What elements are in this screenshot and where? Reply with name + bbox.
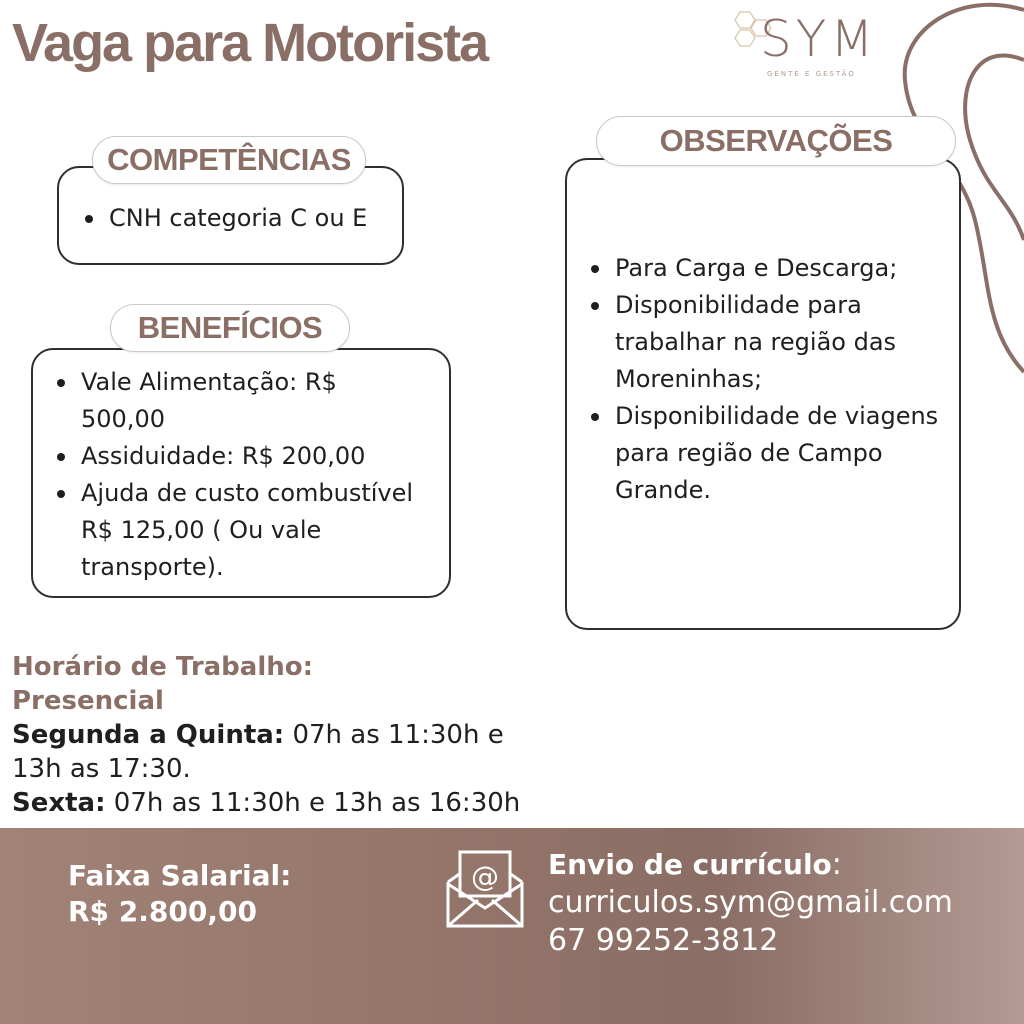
- salary-block: [68, 858, 291, 930]
- svg-text:@: @: [471, 860, 499, 893]
- schedule-row-weekdays: [12, 718, 532, 786]
- salary-label: Faixa Salarial:: [68, 859, 292, 892]
- schedule-row-friday: [12, 786, 532, 820]
- list-item: Assiduidade: R$ 200,00: [55, 438, 445, 475]
- logo-name: SYM: [760, 10, 878, 68]
- list-item: Disponibilidade de viagens para região de Campo Grande.: [589, 398, 945, 509]
- contact-email[interactable]: curriculos.sym@gmail.com: [548, 885, 953, 920]
- work-schedule: [12, 650, 532, 820]
- observacoes-heading: OBSERVAÇÕES: [596, 116, 956, 166]
- contact-heading: Envio de currículo: [548, 848, 832, 881]
- sym-logo: [722, 8, 882, 86]
- schedule-heading: Horário de Trabalho:: [12, 652, 314, 682]
- salary-value: R$ 2.800,00: [68, 895, 257, 928]
- competencias-list: [83, 200, 403, 237]
- beneficios-list: [55, 364, 445, 586]
- list-item: Disponibilidade para trabalhar na região das Moreninhas;: [589, 287, 945, 398]
- competencias-heading: COMPETÊNCIAS: [92, 136, 366, 184]
- page-title: Vaga para Motorista: [12, 13, 488, 73]
- beneficios-heading: BENEFÍCIOS: [110, 304, 350, 352]
- envelope-at-icon: [444, 848, 526, 930]
- beneficios-box: [31, 348, 451, 598]
- contact-block: [548, 846, 953, 960]
- schedule-mode: Presencial: [12, 686, 164, 716]
- footer-banner: [0, 828, 1024, 1024]
- list-item: Vale Alimentação: R$ 500,00: [55, 364, 381, 438]
- observacoes-list: [589, 250, 949, 509]
- contact-phone[interactable]: 67 99252-3812: [548, 923, 779, 958]
- schedule-weekdays-value: 07h as 11:30h e 13h as 17:30.: [12, 720, 504, 784]
- list-item: Para Carga e Descarga;: [589, 250, 949, 287]
- list-item: CNH categoria C ou E: [83, 200, 403, 237]
- schedule-friday-value: 07h as 11:30h e 13h as 16:30h: [105, 788, 521, 818]
- logo-tagline: GENTE E GESTÃO: [767, 70, 856, 78]
- schedule-weekdays-label: Segunda a Quinta:: [12, 720, 285, 750]
- schedule-friday-label: Sexta:: [12, 788, 106, 818]
- observacoes-box: [565, 158, 961, 630]
- list-item: Ajuda de custo combustível R$ 125,00 ( Ou vale transporte).: [55, 475, 443, 586]
- contact-heading-colon: :: [831, 847, 842, 882]
